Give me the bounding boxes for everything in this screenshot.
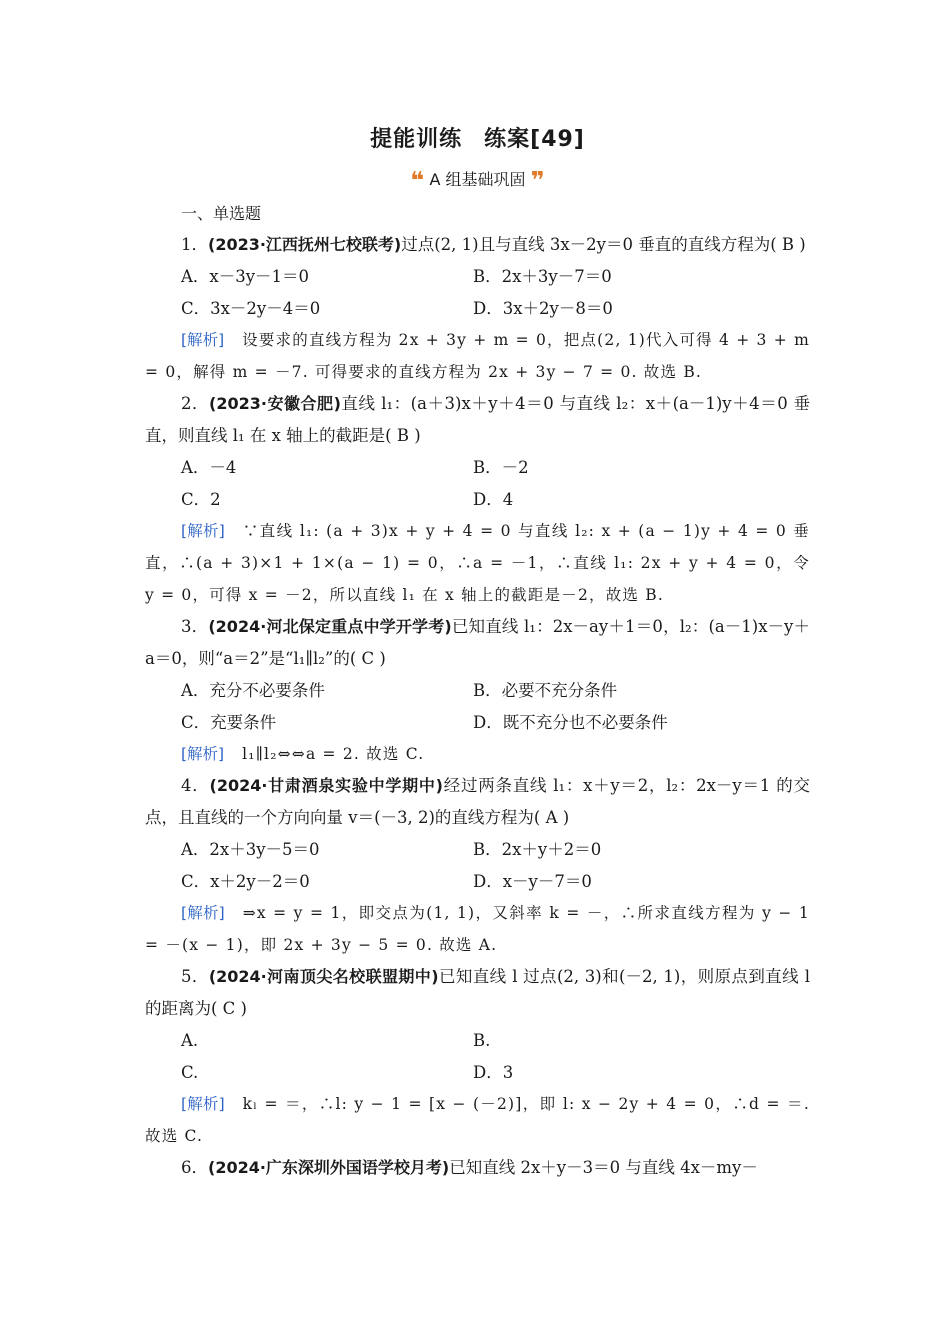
question-stem: 经过两条直线 l₁：x＋y＝2，l₂：2x－y＝1 的交点，且直线的一个方向向量 v＝(－3, 2)的直线方程为( A ) — [145, 776, 810, 827]
analysis-label: [解析] — [181, 745, 225, 763]
option-b: B．2x＋3y－7＝0 — [473, 267, 612, 286]
option-d: D．x－y－7＝0 — [473, 871, 592, 891]
option-c: C．充要条件 — [181, 712, 277, 732]
question-2: 2．(2023·安徽合肥)直线 l₁：(a＋3)x＋y＋4＝0 与直线 l₂：x＋(a－1)y＋4＝0 垂直，则直线 l₁ 在 x 轴上的截距是( B ) A．－4 B．－2 C．2 D．4 [解析] ∵直线 l₁: (a + 3)x + y + 4 = 0 与直线 l₂: x + (a − 1)y + 4 = 0 垂直，∴(a + 3)×1 + 1×(a − 1) = 0，∴a = －1，∴直线 l₁: 2x + y + 4 = 0，令 y = 0，可得 x = －2，所以直线 l₁ 在 x 轴上的截距是－2，故选 B. — [145, 388, 810, 611]
section-heading: 一、单选题 — [181, 204, 262, 223]
analysis-label: [解析] — [181, 1095, 225, 1113]
question-4: 4．(2024·甘肃酒泉实验中学期中)经过两条直线 l₁：x＋y＝2，l₂：2x－y＝1 的交点，且直线的一个方向向量 v＝(－3, 2)的直线方程为( A ) A．2x＋3y－5＝0 B．2x＋y＋2＝0 C．x＋2y－2＝0 D．x－y－7＝0 [解析] ⇒x = y = 1，即交点为(1, 1)，又斜率 k = －，∴所求直线方程为 y − 1 = －(x − 1)，即 2x + 3y − 5 = 0. 故选 A. — [145, 770, 810, 961]
question-5: 5．(2024·河南顶尖名校联盟期中)已知直线 l 过点(2, 3)和(－2, 1)，则原点到直线 l 的距离为( C ) A. B. C. D．3 [解析] kₗ = ＝，∴l: y − 1 = [x − (－2)]，即 l: x − 2y + 4 = 0，∴d = ＝. 故选 C. — [145, 961, 810, 1152]
option-d: D．3 — [473, 1062, 514, 1082]
option-d: D．3x＋2y－8＝0 — [473, 298, 613, 318]
analysis-label: [解析] — [181, 522, 225, 540]
analysis-label: [解析] — [181, 331, 225, 349]
option-a: A．－4 — [181, 458, 237, 477]
option-c: C. — [181, 1062, 199, 1082]
option-c: C．x＋2y－2＝0 — [181, 871, 310, 891]
option-d: D．4 — [473, 489, 514, 509]
question-source: (2024·广东深圳外国语学校月考) — [208, 1158, 450, 1177]
question-stem: 已知直线 l 过点(2, 3)和(－2, 1)，则原点到直线 l 的距离为( C ) — [145, 967, 810, 1018]
question-source: (2024·河北保定重点中学开学考) — [208, 617, 452, 636]
option-a: A．x－3y－1＝0 — [181, 267, 310, 286]
page-title: 提能训练 练案[49] — [370, 127, 585, 152]
question-source: (2024·甘肃酒泉实验中学期中) — [209, 776, 443, 795]
question-6: 6．(2024·广东深圳外国语学校月考)已知直线 2x＋y－3＝0 与直线 4x－my－ — [181, 1158, 758, 1177]
question-3: 3．(2024·河北保定重点中学开学考)已知直线 l₁：2x－ay＋1＝0，l₂：(a－1)x－y＋a＝0，则“a＝2”是“l₁∥l₂”的( C ) A．充分不必要条件 B．必要不充分条件 C．充要条件 D．既不充分也不必要条件 [解析] l₁∥l₂⇔⇔a = 2. 故选 C. — [145, 611, 810, 770]
close-quote-icon: ❞ — [530, 166, 545, 195]
option-a: A．2x＋3y－5＝0 — [181, 840, 320, 859]
question-stem: 直线 l₁：(a＋3)x＋y＋4＝0 与直线 l₂：x＋(a－1)y＋4＝0 垂直，则直线 l₁ 在 x 轴上的截距是( B ) — [145, 394, 810, 445]
question-stem: 已知直线 l₁：2x－ay＋1＝0，l₂：(a－1)x－y＋a＝0，则“a＝2”是“l₁∥l₂”的( C ) — [145, 617, 810, 668]
option-b: B．2x＋y＋2＝0 — [473, 840, 602, 859]
analysis: [解析] ∵直线 l₁: (a + 3)x + y + 4 = 0 与直线 l₂: x + (a − 1)y + 4 = 0 垂直，∴(a + 3)×1 + 1×(a − 1) = 0，∴a = －1，∴直线 l₁: 2x + y + 4 = 0，令 y = 0，可得 x = －2，所以直线 l₁ 在 x 轴上的截距是－2，故选 B. — [145, 522, 810, 604]
option-b: B．－2 — [473, 458, 529, 477]
option-d: D．既不充分也不必要条件 — [473, 712, 668, 732]
question-source: (2023·江西抚州七校联考) — [208, 235, 402, 254]
option-c: C．3x－2y－4＝0 — [181, 298, 321, 318]
open-quote-icon: ❝ — [410, 166, 425, 195]
option-b: B. — [473, 1031, 491, 1050]
analysis: [解析] l₁∥l₂⇔⇔a = 2. 故选 C. — [181, 745, 425, 763]
question-stem: 过点(2, 1)且与直线 3x－2y＝0 垂直的直线方程为( B ) — [401, 235, 806, 254]
option-c: C．2 — [181, 489, 221, 509]
question-1: 1．(2023·江西抚州七校联考)过点(2, 1)且与直线 3x－2y＝0 垂直的直线方程为( B ) A．x－3y－1＝0 B．2x＋3y－7＝0 C．3x－2y－4＝0 D．3x＋2y－8＝0 [解析] 设要求的直线方程为 2x + 3y + m = 0，把点(2, 1)代入可得 4 + 3 + m = 0，解得 m = －7. 可得要求的直线方程为 2x + 3y − 7 = 0. 故选 B. — [145, 229, 810, 388]
group-label: A 组基础巩固 — [429, 170, 526, 189]
group-heading — [145, 166, 810, 194]
option-a: A. — [181, 1031, 199, 1050]
document-page — [145, 118, 810, 1184]
analysis: [解析] ⇒x = y = 1，即交点为(1, 1)，又斜率 k = －，∴所求直线方程为 y − 1 = －(x − 1)，即 2x + 3y − 5 = 0. 故选 A. — [145, 904, 810, 954]
option-a: A．充分不必要条件 — [181, 681, 325, 700]
option-b: B．必要不充分条件 — [473, 681, 618, 700]
question-source: (2023·安徽合肥) — [209, 394, 341, 413]
analysis: [解析] 设要求的直线方程为 2x + 3y + m = 0，把点(2, 1)代入可得 4 + 3 + m = 0，解得 m = －7. 可得要求的直线方程为 2x + 3y − 7 = 0. 故选 B. — [145, 331, 810, 381]
analysis: [解析] kₗ = ＝，∴l: y − 1 = [x − (－2)]，即 l: x − 2y + 4 = 0，∴d = ＝. 故选 C. — [145, 1095, 810, 1145]
analysis-label: [解析] — [181, 904, 225, 922]
question-source: (2024·河南顶尖名校联盟期中) — [208, 967, 439, 986]
question-stem: 已知直线 2x＋y－3＝0 与直线 4x－my－ — [449, 1158, 758, 1177]
